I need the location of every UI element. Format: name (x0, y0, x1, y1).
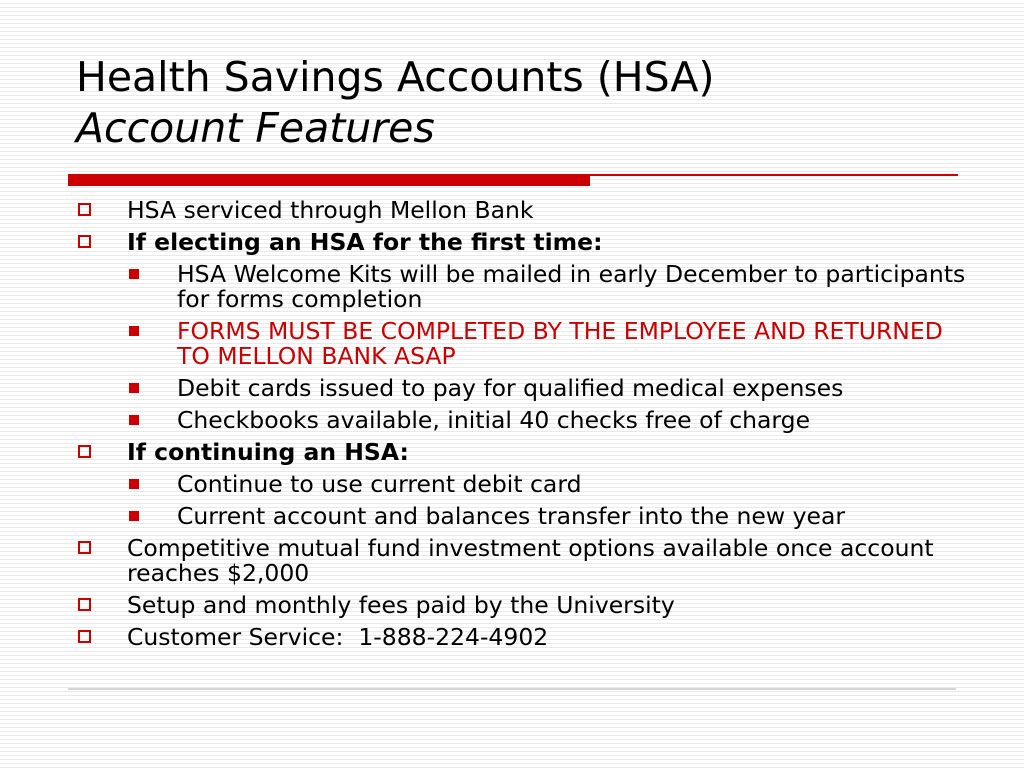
sub-bullet-item (76, 376, 976, 401)
footer-divider (68, 688, 956, 690)
bullet-text: Setup and monthly fees paid by the University (127, 591, 675, 619)
hollow-square-bullet-icon (78, 630, 91, 643)
hollow-square-bullet-icon (78, 598, 91, 611)
bullet-list (76, 198, 976, 657)
sub-bullet-text: HSA Welcome Kits will be mailed in early December to participants for forms completion (177, 260, 966, 313)
solid-square-bullet-icon (129, 511, 139, 521)
bullet-text: Competitive mutual fund investment options available once account reaches $2,000 (127, 534, 934, 587)
bullet-text: HSA serviced through Mellon Bank (127, 196, 534, 224)
solid-square-bullet-icon (129, 326, 139, 336)
slide-title (76, 52, 714, 154)
hollow-square-bullet-icon (78, 541, 91, 554)
sub-bullet-item (76, 319, 976, 369)
bullet-item (76, 625, 976, 650)
hollow-square-bullet-icon (78, 445, 91, 458)
sub-bullet-item (76, 262, 976, 312)
sub-bullet-text: Continue to use current debit card (177, 470, 582, 498)
sub-bullet-text: Current account and balances transfer into the new year (177, 502, 846, 530)
bullet-item (76, 440, 976, 465)
customer-service-text: Customer Service: 1-888-224-4902 (127, 623, 549, 651)
sub-bullet-text: Checkbooks available, initial 40 checks free of charge (177, 406, 811, 434)
solid-square-bullet-icon (129, 415, 139, 425)
slide-subtitle: Account Features (76, 104, 435, 152)
bullet-item (76, 198, 976, 223)
sub-bullet-text: FORMS MUST BE COMPLETED BY THE EMPLOYEE AND RETURNED TO MELLON BANK ASAP (177, 317, 943, 370)
solid-square-bullet-icon (129, 269, 139, 279)
title-divider-thin (590, 174, 958, 176)
solid-square-bullet-icon (129, 383, 139, 393)
solid-square-bullet-icon (129, 479, 139, 489)
sub-bullet-text: Debit cards issued to pay for qualified medical expenses (177, 374, 844, 402)
sub-bullet-item (76, 472, 976, 497)
bullet-text: If continuing an HSA: (127, 438, 409, 466)
bullet-item (76, 536, 976, 586)
hollow-square-bullet-icon (78, 203, 91, 216)
slide-title-main: Health Savings Accounts (HSA) (76, 53, 715, 101)
bullet-text: If electing an HSA for the first time: (127, 228, 603, 256)
hollow-square-bullet-icon (78, 235, 91, 248)
title-divider-thick (68, 174, 590, 186)
bullet-item (76, 230, 976, 255)
bullet-item (76, 593, 976, 618)
sub-bullet-item (76, 504, 976, 529)
sub-bullet-item (76, 408, 976, 433)
